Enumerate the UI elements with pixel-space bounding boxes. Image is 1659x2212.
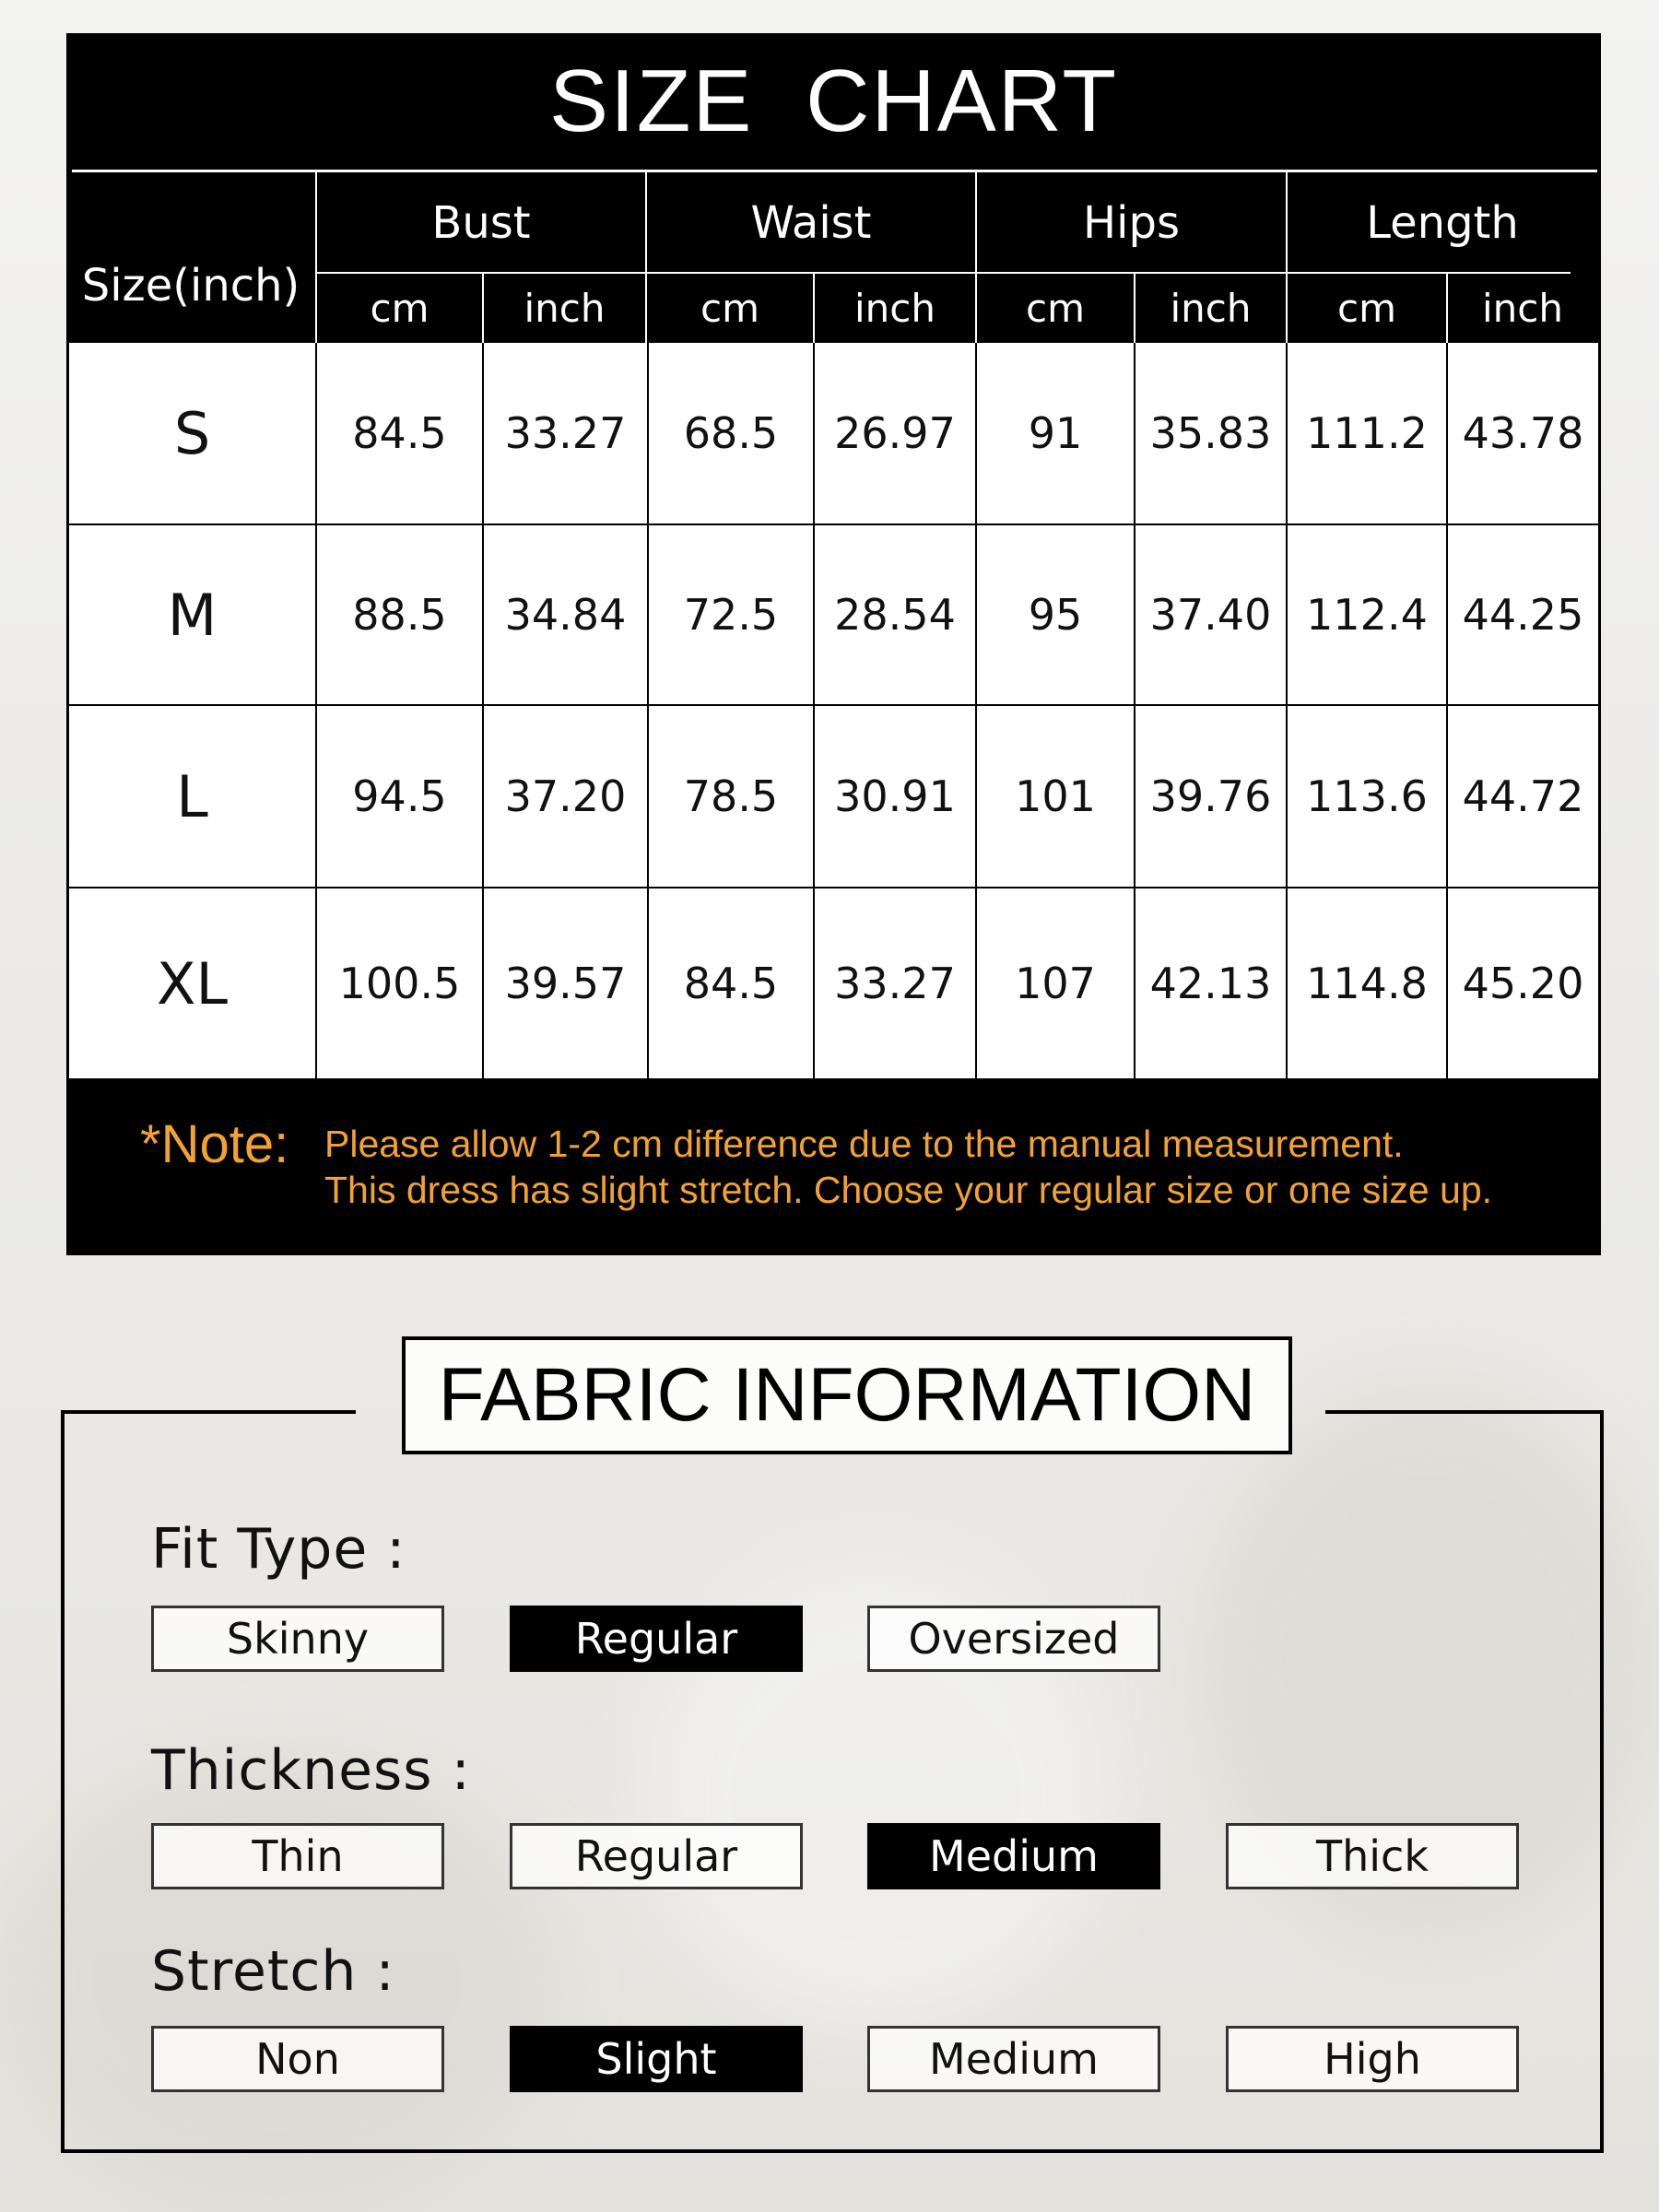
note-box xyxy=(66,1078,1601,1255)
value-cell: 39.57 xyxy=(482,888,647,1078)
divider xyxy=(317,272,1571,274)
value-cell: 111.2 xyxy=(1286,343,1446,524)
value-cell: 45.20 xyxy=(1446,888,1598,1078)
column-header-bust: Bust xyxy=(431,197,531,249)
thickness-label: Thickness : xyxy=(151,1738,471,1803)
value-cell: 35.83 xyxy=(1134,343,1286,524)
unit-header: inch xyxy=(524,286,606,331)
thickness-option-thick: Thick xyxy=(1226,1823,1519,1889)
fit-option-skinny: Skinny xyxy=(151,1606,444,1672)
value-cell: 95 xyxy=(975,525,1134,704)
value-cell: 107 xyxy=(975,888,1134,1078)
stretch-label: Stretch : xyxy=(151,1939,395,2004)
note-text: This dress has slight stretch. Choose your regular size or one size up. xyxy=(324,1169,1493,1211)
fit-type-label: Fit Type : xyxy=(151,1517,406,1582)
value-cell: 44.25 xyxy=(1446,525,1598,704)
size-cell: L xyxy=(176,762,208,830)
stretch-option-non: Non xyxy=(151,2026,444,2092)
table-row xyxy=(69,343,1598,524)
value-cell: 100.5 xyxy=(315,888,482,1078)
thickness-option-thin: Thin xyxy=(151,1823,444,1889)
value-cell: 68.5 xyxy=(647,343,813,524)
size-column-header: Size(inch) xyxy=(81,260,300,312)
unit-header: cm xyxy=(370,286,429,331)
unit-header: inch xyxy=(854,286,935,331)
stretch-option-medium: Medium xyxy=(867,2026,1160,2092)
value-cell: 78.5 xyxy=(647,706,813,887)
value-cell: 94.5 xyxy=(315,706,482,887)
thickness-option-medium: Medium xyxy=(867,1823,1160,1889)
column-header-length: Length xyxy=(1366,197,1519,249)
stretch-option-high: High xyxy=(1226,2026,1519,2092)
value-cell: 72.5 xyxy=(647,525,813,704)
table-row xyxy=(69,704,1598,887)
size-chart-table xyxy=(66,33,1601,1255)
column-header-hips: Hips xyxy=(1083,197,1180,249)
note-text: Please allow 1-2 cm difference due to the manual measurement. xyxy=(324,1123,1404,1165)
size-chart-title: SIZE CHART xyxy=(549,52,1118,150)
divider xyxy=(72,170,1597,172)
value-cell: 33.27 xyxy=(813,888,975,1078)
unit-header: inch xyxy=(1170,286,1252,331)
value-cell: 39.76 xyxy=(1134,706,1286,887)
unit-header: cm xyxy=(1336,286,1396,331)
value-cell: 112.4 xyxy=(1286,525,1446,704)
column-header-waist: Waist xyxy=(750,197,872,249)
value-cell: 84.5 xyxy=(315,343,482,524)
value-cell: 26.97 xyxy=(813,343,975,524)
table-row xyxy=(69,524,1598,704)
size-table-body xyxy=(69,343,1598,1110)
value-cell: 30.91 xyxy=(813,706,975,887)
fit-option-regular: Regular xyxy=(510,1606,803,1672)
table-row xyxy=(69,887,1598,1078)
note-label: *Note: xyxy=(140,1114,289,1174)
value-cell: 44.72 xyxy=(1446,706,1598,887)
size-cell: S xyxy=(173,399,211,467)
stretch-option-slight: Slight xyxy=(510,2026,803,2092)
value-cell: 114.8 xyxy=(1286,888,1446,1078)
value-cell: 42.13 xyxy=(1134,888,1286,1078)
value-cell: 43.78 xyxy=(1446,343,1598,524)
fabric-info-title: FABRIC INFORMATION xyxy=(402,1336,1292,1454)
value-cell: 37.40 xyxy=(1134,525,1286,704)
unit-header: inch xyxy=(1482,286,1563,331)
value-cell: 33.27 xyxy=(482,343,647,524)
value-cell: 101 xyxy=(975,706,1134,887)
thickness-option-regular: Regular xyxy=(510,1823,803,1889)
unit-header: cm xyxy=(1025,286,1085,331)
fit-option-oversized: Oversized xyxy=(867,1606,1160,1672)
value-cell: 113.6 xyxy=(1286,706,1446,887)
value-cell: 91 xyxy=(975,343,1134,524)
value-cell: 28.54 xyxy=(813,525,975,704)
size-cell: M xyxy=(167,581,218,649)
value-cell: 37.20 xyxy=(482,706,647,887)
unit-header: cm xyxy=(700,286,759,331)
value-cell: 84.5 xyxy=(647,888,813,1078)
value-cell: 88.5 xyxy=(315,525,482,704)
size-cell: XL xyxy=(156,949,228,1018)
value-cell: 34.84 xyxy=(482,525,647,704)
